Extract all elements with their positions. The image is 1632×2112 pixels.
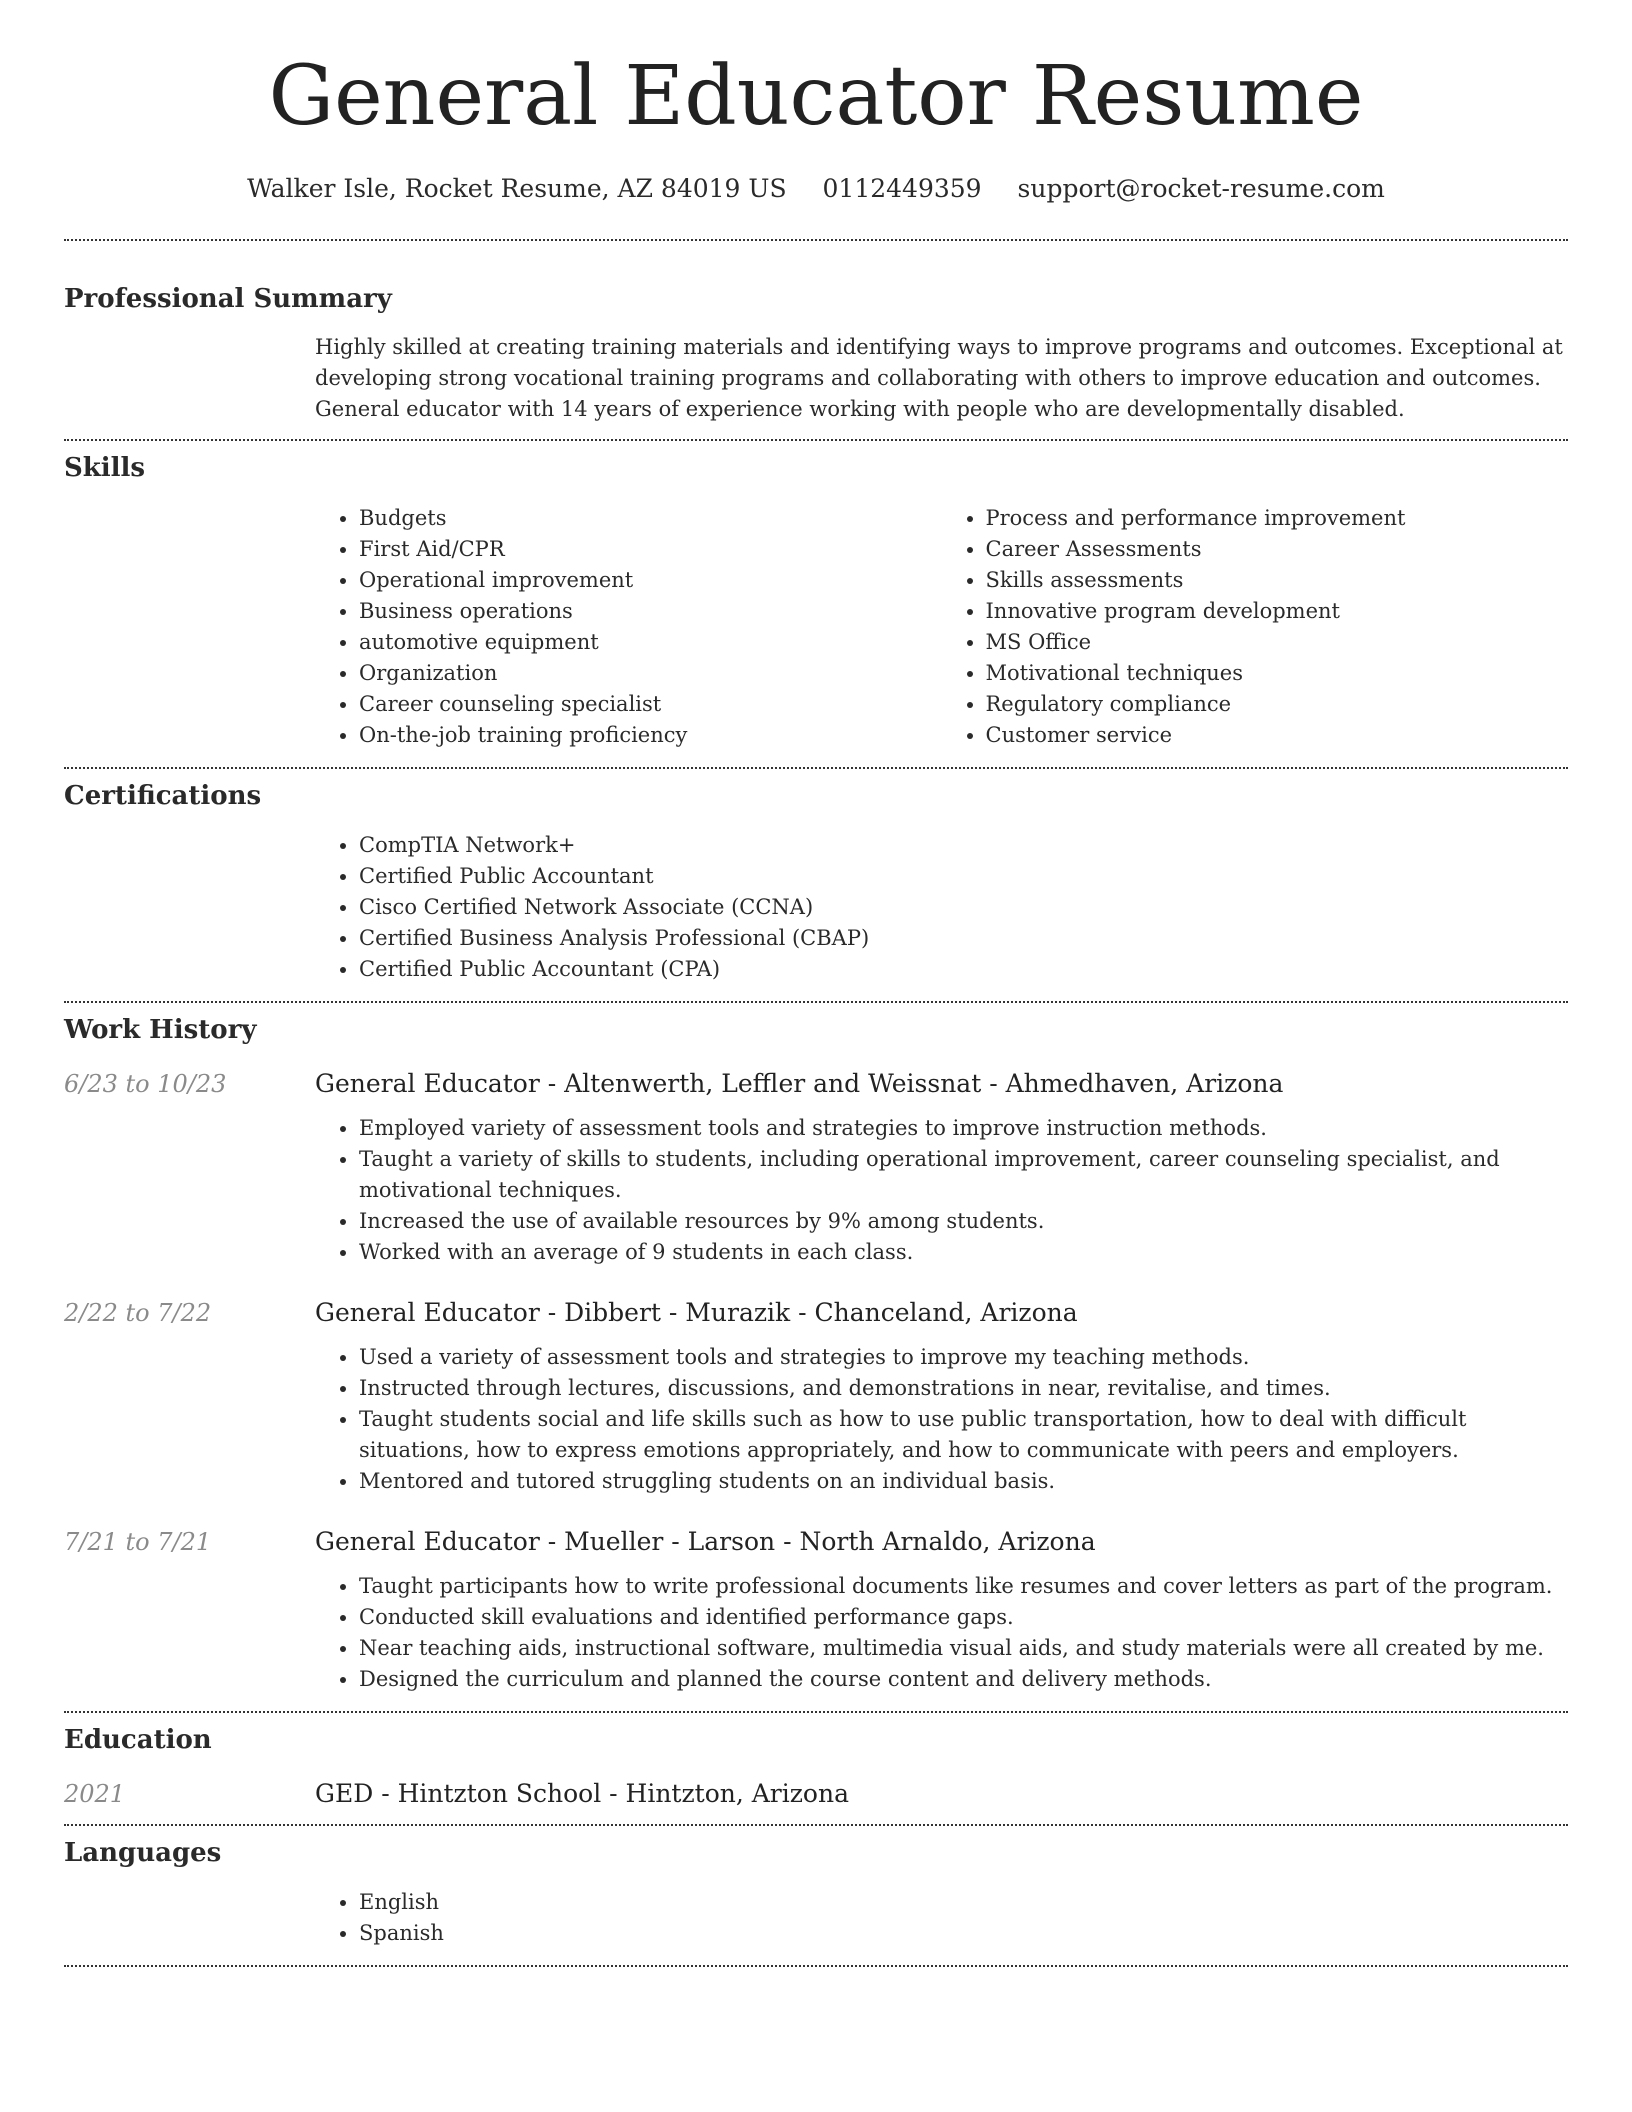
job-dates: 7/21 to 7/21: [64, 1528, 212, 1557]
job-bullets: [315, 1342, 1568, 1497]
skill-item: • MS Office: [986, 627, 1569, 658]
job-header: [64, 1069, 1568, 1098]
skill-item: • Budgets: [359, 503, 942, 534]
certifications-list: [315, 830, 1568, 985]
contact-address: Walker Isle, Rocket Resume, AZ 84019 US: [247, 174, 787, 204]
job-entry: [64, 1069, 1568, 1268]
skills-list-left: [315, 503, 942, 751]
job-bullet: • Used a variety of assessment tools and strategies to improve my teaching methods.: [359, 1342, 1568, 1373]
job-bullet: • Near teaching aids, instructional software, multimedia visual aids, and study materials were all created by me.: [359, 1633, 1568, 1664]
certifications-heading: Certifications: [64, 780, 262, 811]
skill-item: • Regulatory compliance: [986, 689, 1569, 720]
certifications-section: [64, 769, 1568, 985]
job-title: General Educator - Dibbert - Murazik - Chanceland, Arizona: [315, 1298, 1078, 1328]
job-dates: 2/22 to 7/22: [64, 1299, 212, 1328]
languages-section: [64, 1826, 1568, 1949]
job-entry: [64, 1527, 1568, 1695]
skill-item: • First Aid/CPR: [359, 534, 942, 565]
job-details: [315, 1113, 1568, 1268]
certifications-content: [315, 830, 1568, 985]
education-title: GED - Hintzton School - Hintzton, Arizona: [315, 1779, 849, 1809]
job-bullet: • Conducted skill evaluations and identified performance gaps.: [359, 1602, 1568, 1633]
certification-item: • Cisco Certified Network Associate (CCNA): [359, 892, 1568, 923]
skill-item: • Career Assessments: [986, 534, 1569, 565]
job-details: [315, 1571, 1568, 1695]
contact-phone: 0112449359: [822, 174, 982, 204]
skill-item: • Skills assessments: [986, 565, 1569, 596]
job-bullets: [315, 1571, 1568, 1695]
certification-item: • Certified Public Accountant (CPA): [359, 954, 1568, 985]
languages-heading: Languages: [64, 1838, 222, 1869]
languages-content: [315, 1887, 1568, 1949]
job-bullet: • Taught participants how to write professional documents like resumes and cover letters as part of the program.: [359, 1571, 1568, 1602]
job-bullet: • Taught students social and life skills such as how to use public transportation, how to deal with difficult situations, how to express emotions appropriately, and how to communicate with peers and employers.: [359, 1404, 1568, 1466]
skills-section: [64, 441, 1568, 750]
skills-columns: [315, 503, 1568, 751]
skill-item: • automotive equipment: [359, 627, 942, 658]
skill-item: • Career counseling specialist: [359, 689, 942, 720]
work-history-heading: Work History: [64, 1014, 257, 1045]
language-item: • Spanish: [359, 1918, 1568, 1949]
contact-line: [64, 174, 1568, 203]
job-bullet: • Designed the curriculum and planned the course content and delivery methods.: [359, 1664, 1568, 1695]
skills-heading: Skills: [64, 453, 146, 484]
job-bullet: • Instructed through lectures, discussions, and demonstrations in near, revitalise, and times.: [359, 1373, 1568, 1404]
job-details: [315, 1342, 1568, 1497]
language-item: • English: [359, 1887, 1568, 1918]
certification-item: • Certified Public Accountant: [359, 861, 1568, 892]
job-title: General Educator - Altenwerth, Leffler and Weissnat - Ahmedhaven, Arizona: [315, 1069, 1284, 1099]
education-date: 2021: [64, 1780, 126, 1809]
languages-list: [315, 1887, 1568, 1949]
certification-item: • CompTIA Network+: [359, 830, 1568, 861]
skill-item: • Innovative program development: [986, 596, 1569, 627]
skill-item: • Operational improvement: [359, 565, 942, 596]
summary-section: [64, 241, 1568, 425]
job-title: General Educator - Mueller - Larson - North Arnaldo, Arizona: [315, 1527, 1096, 1557]
education-entry: [64, 1779, 1568, 1808]
job-header: [64, 1527, 1568, 1556]
job-bullet: • Employed variety of assessment tools and strategies to improve instruction methods.: [359, 1113, 1568, 1144]
job-dates: 6/23 to 10/23: [64, 1070, 227, 1099]
job-entry: [64, 1298, 1568, 1497]
work-history-section: [64, 1003, 1568, 1695]
job-bullet: • Taught a variety of skills to students, including operational improvement, career counseling specialist, and motivational techniques.: [359, 1144, 1568, 1206]
certification-item: • Certified Business Analysis Professional (CBAP): [359, 923, 1568, 954]
skill-item: • Customer service: [986, 720, 1569, 751]
summary-heading: Professional Summary: [64, 284, 392, 315]
skill-item: • Motivational techniques: [986, 658, 1569, 689]
job-bullets: [315, 1113, 1568, 1268]
skill-item: • On-the-job training proficiency: [359, 720, 942, 751]
skill-item: • Business operations: [359, 596, 942, 627]
summary-text: Highly skilled at creating training materials and identifying ways to improve programs and outcomes. Exceptional at developing strong vocational training programs and collaborating with others to improve education and outcomes. General educator with 14 years of experience working with people who are developmentally disabled.: [315, 335, 1563, 422]
skill-item: • Organization: [359, 658, 942, 689]
resume-title: General Educator Resume: [268, 49, 1364, 144]
job-header: [64, 1298, 1568, 1327]
job-bullet: • Mentored and tutored struggling students on an individual basis.: [359, 1466, 1568, 1497]
education-section: [64, 1713, 1568, 1808]
job-bullet: • Worked with an average of 9 students in each class.: [359, 1237, 1568, 1268]
skills-list-right: [942, 503, 1569, 751]
skill-item: • Process and performance improvement: [986, 503, 1569, 534]
contact-email[interactable]: support@rocket-resume.com: [1017, 174, 1385, 204]
education-heading: Education: [64, 1725, 212, 1756]
divider: [64, 1965, 1568, 1967]
job-bullet: • Increased the use of available resources by 9% among students.: [359, 1206, 1568, 1237]
